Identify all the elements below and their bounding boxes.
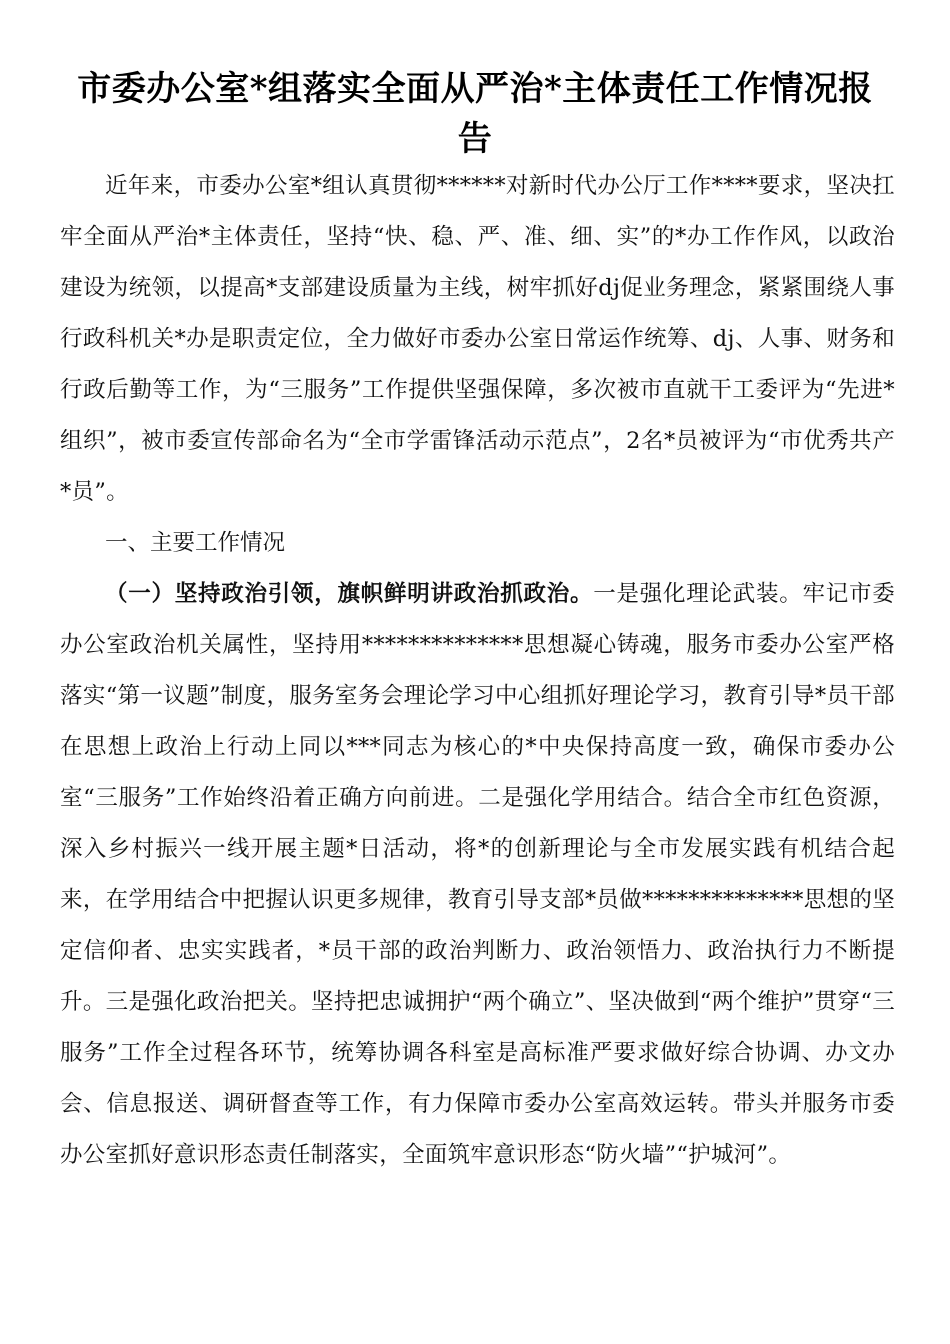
document-body — [60, 161, 895, 1181]
document-title: 市委办公室*组落实全面从严治*主体责任工作情况报告 — [77, 69, 873, 159]
intro-paragraph: 近年来，市委办公室*组认真贯彻******对新时代办公厅工作****要求，坚决扛牢全面从严治*主体责任，坚持“快、稳、严、准、细、实”的*办工作作风，以政治建设为统领，以提高*支部建设质量为主线，树牢抓好dj促业务理念，紧紧围绕人事行政科机关*办是职责定位，全力做好市委办公室日常运作统筹、dj、人事、财务和行政后勤等工作，为“三服务”工作提供坚强保障，多次被市直就干工委评为“先进*组织”，被市委宣传部命名为“全市学雷锋活动示范点”，2名*员被评为“市优秀共产*员”。 — [60, 173, 895, 505]
section-heading: 一、主要工作情况 — [105, 530, 286, 556]
subsection-heading: （一）坚持政治引领，旗帜鲜明讲政治抓政治。 — [105, 581, 594, 607]
subsection-body: 一是强化理论武装。牢记市委办公室政治机关属性，坚持用**************思想凝心铸魂，服务市委办公室严格落实“第一议题”制度，服务室务会理论学习中心组抓好理论学习，教育引导*员干部在思想上政治上行动上同以***同志为核心的*中央保持高度一致，确保市委办公室“三服务”工作始终沿着正确方向前进。二是强化学用结合。结合全市红色资源，深入乡村振兴一线开展主题*日活动，将*的创新理论与全市发展实践有机结合起来，在学用结合中把握认识更多规律，教育引导支部*员做**************思想的坚定信仰者、忠实实践者，*员干部的政治判断力、政治领悟力、政治执行力不断提升。三是强化政治把关。坚持把忠诚拥护“两个确立”、坚决做到“两个维护”贯穿“三服务”工作全过程各环节，统筹协调各科室是高标准严要求做好综合协调、办文办会、信息报送、调研督查等工作，有力保障市委办公室高效运转。带头并服务市委办公室抓好意识形态责任制落实，全面筑牢意识形态“防火墙”“护城河”。 — [60, 581, 895, 1168]
subsection-paragraph — [60, 569, 895, 1181]
